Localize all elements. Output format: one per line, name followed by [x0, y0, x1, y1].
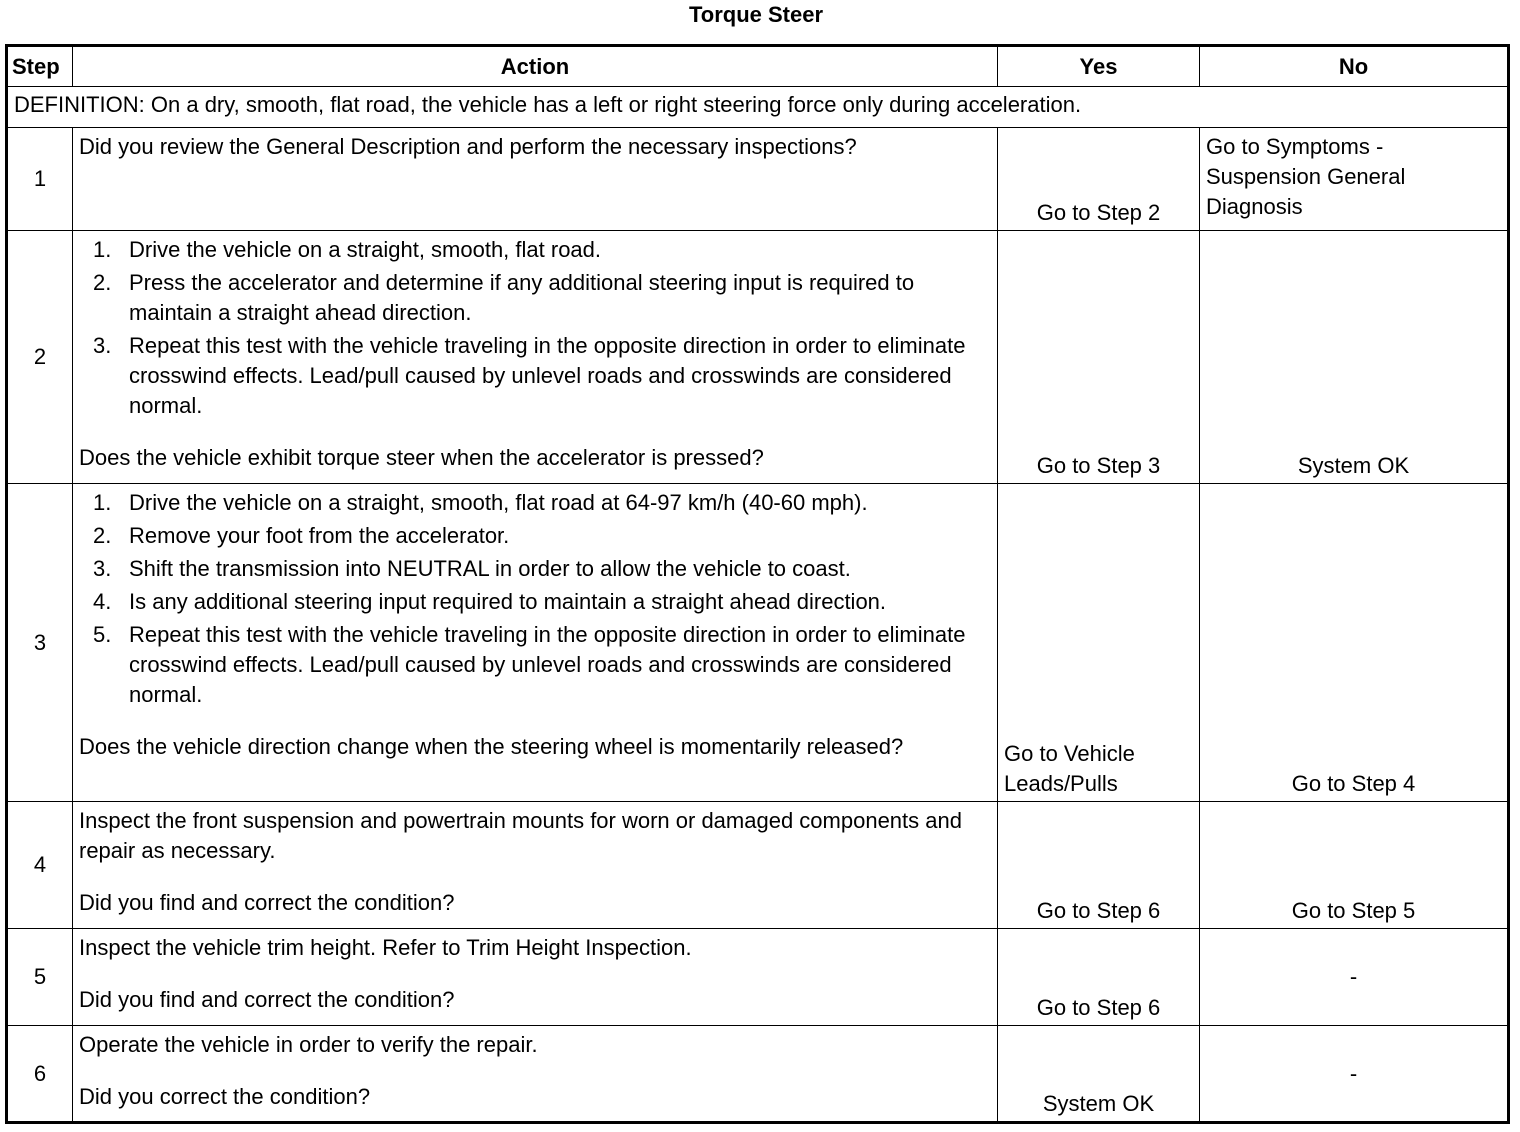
definition-text: DEFINITION: On a dry, smooth, flat road, the vehicle has a left or right steering force only during acceleration. [7, 87, 1509, 128]
header-row [7, 46, 1509, 87]
action-cell [73, 484, 998, 802]
yes-cell [998, 929, 1200, 1026]
list-item: 3. Repeat this test with the vehicle traveling in the opposite direction in order to eliminate crosswind effects. Lead/pull caused by unlevel roads and crosswinds are considered normal. [93, 333, 966, 418]
action-text: Inspect the front suspension and powertrain mounts for worn or damaged components and repair as necessary. [79, 808, 962, 863]
action-question: Did you find and correct the condition? [79, 987, 455, 1012]
yes-result: System OK [1042, 1091, 1155, 1116]
list-item: 1. Drive the vehicle on a straight, smooth, flat road. [93, 237, 602, 262]
step-number: 4 [7, 802, 73, 929]
action-cell [73, 929, 998, 1026]
diagnostic-table [5, 44, 1510, 1124]
action-question: Did you find and correct the condition? [79, 890, 455, 915]
header-action: Action [73, 46, 998, 87]
no-result: Go to Step 5 [1291, 898, 1416, 923]
step-number: 1 [7, 128, 73, 231]
no-cell [1200, 929, 1509, 1026]
step-number: 2 [7, 231, 73, 484]
page-title: Torque Steer [688, 2, 824, 27]
table-row [7, 929, 1509, 1026]
table-row [7, 128, 1509, 231]
yes-result: Go to Step 3 [1036, 453, 1161, 478]
action-cell [73, 802, 998, 929]
yes-result: Go to Step 2 [1036, 200, 1161, 225]
list-item: 1. Drive the vehicle on a straight, smooth, flat road at 64-97 km/h (40-60 mph). [93, 490, 868, 515]
yes-result: Go to Vehicle Leads/Pulls [1004, 741, 1135, 796]
list-item: 5. Repeat this test with the vehicle traveling in the opposite direction in order to eliminate crosswind effects. Lead/pull caused by unlevel roads and crosswinds are considered normal. [93, 622, 966, 707]
yes-cell [998, 484, 1200, 802]
definition-row [7, 87, 1509, 128]
action-list [79, 235, 991, 421]
no-result: - [1349, 964, 1358, 989]
yes-result: Go to Step 6 [1036, 898, 1161, 923]
table-row [7, 802, 1509, 929]
list-item: 3. Shift the transmission into NEUTRAL in order to allow the vehicle to coast. [93, 556, 851, 581]
yes-cell [998, 1026, 1200, 1123]
no-result: System OK [1297, 453, 1410, 478]
header-yes: Yes [998, 46, 1200, 87]
table-row [7, 1026, 1509, 1123]
no-cell [1200, 231, 1509, 484]
yes-cell [998, 802, 1200, 929]
no-cell [1200, 802, 1509, 929]
list-item: 2. Press the accelerator and determine if any additional steering input is required to maintain a straight ahead direction. [93, 270, 915, 325]
list-item: 2. Remove your foot from the accelerator. [93, 523, 510, 548]
no-cell [1200, 1026, 1509, 1123]
action-text: Operate the vehicle in order to verify the repair. [79, 1032, 538, 1057]
no-cell [1200, 484, 1509, 802]
action-cell [73, 1026, 998, 1123]
no-result: - [1349, 1060, 1358, 1086]
table-row [7, 484, 1509, 802]
step-number: 5 [7, 929, 73, 1026]
action-text: Did you review the General Description and perform the necessary inspections? [79, 134, 857, 159]
yes-cell [998, 231, 1200, 484]
action-cell [73, 128, 998, 231]
step-number: 3 [7, 484, 73, 802]
action-text: Inspect the vehicle trim height. Refer to Trim Height Inspection. [79, 935, 692, 960]
no-result: Go to Symptoms - Suspension General Diagnosis [1206, 134, 1406, 219]
action-list [79, 488, 991, 710]
action-question: Does the vehicle exhibit torque steer when the accelerator is pressed? [79, 445, 764, 470]
action-cell [73, 231, 998, 484]
yes-result: Go to Step 6 [1036, 995, 1161, 1020]
header-no: No [1200, 46, 1509, 87]
yes-cell [998, 128, 1200, 231]
action-question: Does the vehicle direction change when the steering wheel is momentarily released? [79, 734, 904, 759]
list-item: 4. Is any additional steering input required to maintain a straight ahead direction. [93, 589, 887, 614]
header-step: Step [7, 46, 73, 87]
table-row [7, 231, 1509, 484]
no-result: Go to Step 4 [1291, 771, 1416, 796]
step-number: 6 [7, 1026, 73, 1123]
no-cell [1200, 128, 1509, 231]
action-question: Did you correct the condition? [79, 1084, 371, 1109]
